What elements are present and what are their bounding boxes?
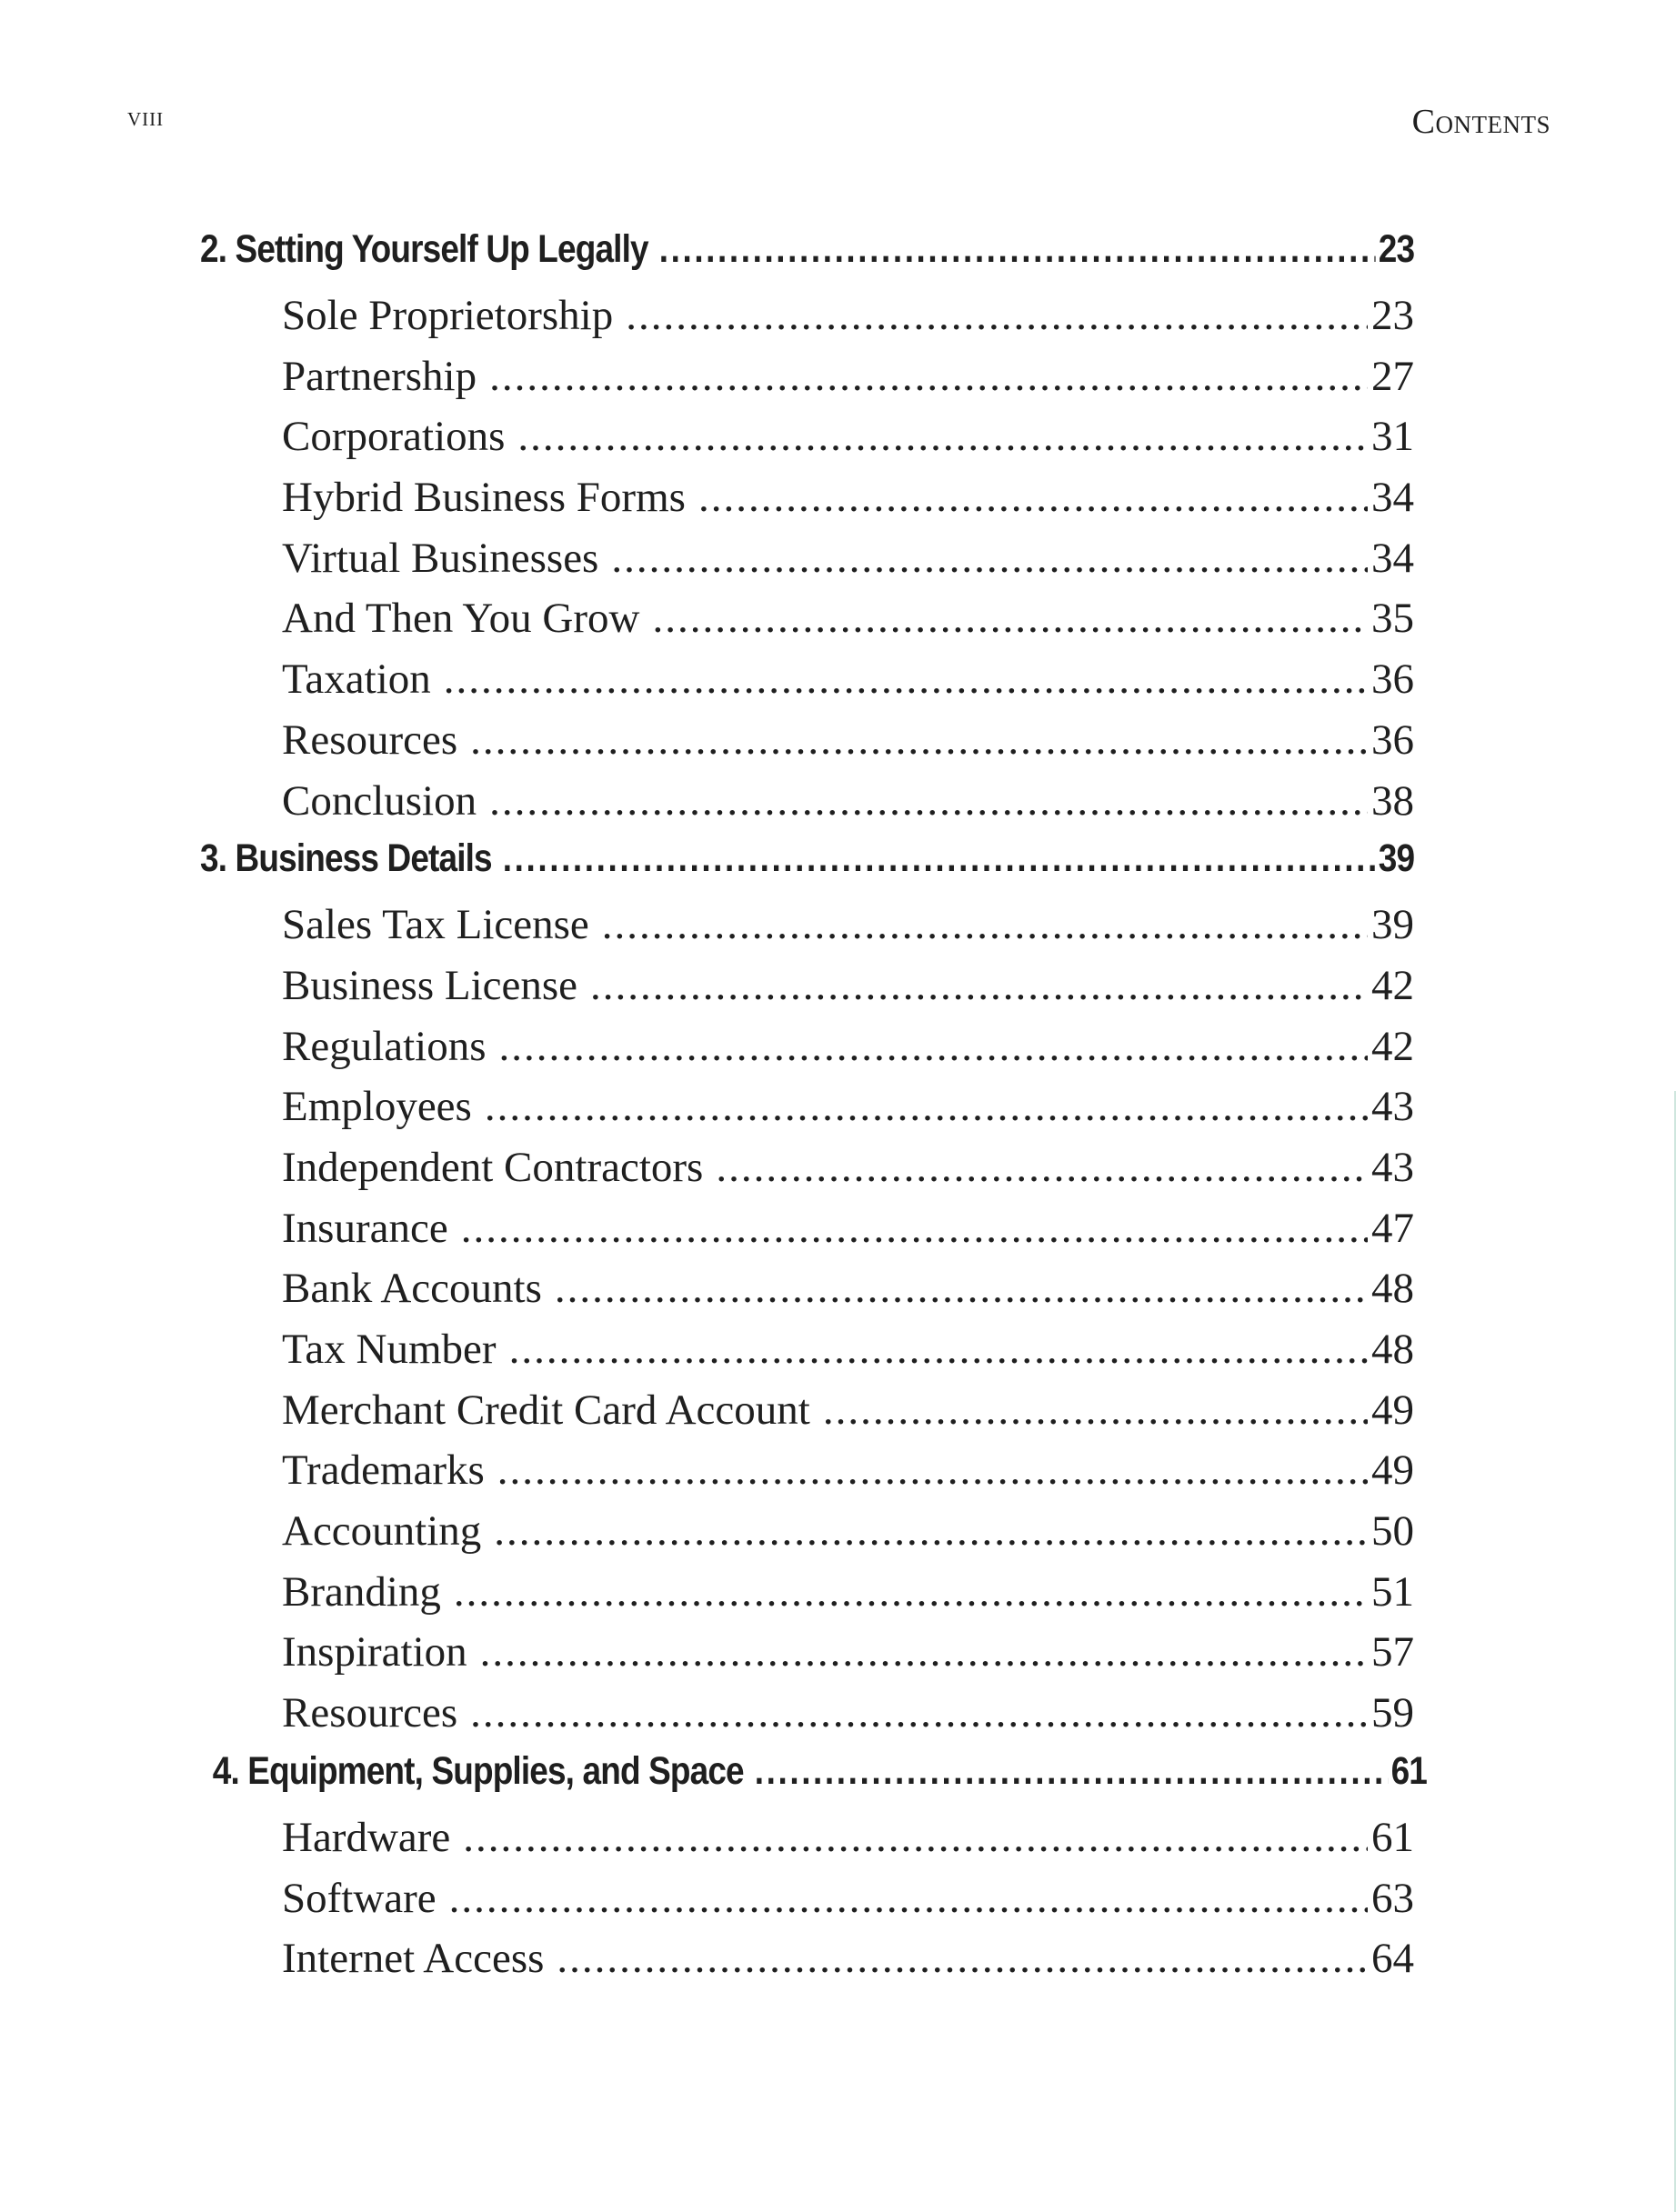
toc-entry-page: 49 [1371,1386,1414,1434]
toc-section-entry[interactable] [200,1446,1414,1506]
toc-entry-title: Sole Proprietorship [282,292,614,339]
toc-entry-page: 35 [1371,595,1414,643]
toc-entry-page: 31 [1371,413,1414,461]
toc-entry-title: Virtual Businesses [282,534,599,582]
toc-entry-title: Corporations [282,413,506,461]
dot-leader [454,1567,1368,1616]
toc-entry-page: 61 [1371,1813,1414,1861]
dot-leader [480,1627,1368,1677]
dot-leader [716,1143,1368,1192]
toc-section-entry[interactable] [200,1325,1414,1386]
toc-entry-page: 47 [1371,1204,1414,1252]
toc-entry-title: Software [282,1874,437,1922]
toc-section-entry[interactable] [200,594,1414,655]
toc-section-entry[interactable] [200,534,1414,595]
toc-entry-page: 51 [1371,1567,1414,1616]
toc-entry-title: Employees [282,1083,472,1131]
toc-entry-page: 42 [1371,1022,1414,1070]
toc-section-entry[interactable] [200,776,1414,837]
toc-section-entry[interactable] [200,1874,1414,1935]
dot-leader [590,961,1368,1010]
toc-entry-title: 4. Equipment, Supplies, and Space [212,1748,744,1793]
toc-entry-title: Partnership [282,352,477,400]
toc-section-entry[interactable] [200,1204,1414,1265]
dot-leader [470,716,1368,765]
dot-leader [509,1325,1368,1374]
toc-entry-title: Tax Number [282,1326,497,1373]
toc-section-entry[interactable] [200,655,1414,716]
dot-leader [461,1204,1368,1253]
dot-leader [698,473,1368,522]
page-header [127,102,1551,147]
toc-entry-title: Independent Contractors [282,1143,704,1191]
table-of-contents [200,227,1427,1995]
toc-section-entry[interactable] [200,961,1414,1022]
toc-entry-page: 57 [1371,1628,1414,1677]
dot-leader [659,227,1376,272]
dot-leader [503,836,1376,881]
dot-leader [444,655,1368,704]
toc-entry-title: 2. Setting Yourself Up Legally [200,227,648,271]
dot-leader [517,412,1368,461]
toc-section-entry[interactable] [200,1813,1414,1874]
toc-entry-title: Internet Access [282,1935,545,1983]
toc-entry-page: 36 [1371,716,1414,764]
toc-chapter-entry[interactable] [200,836,1414,900]
toc-entry-title: Hardware [282,1813,451,1861]
toc-section-entry[interactable] [200,1506,1414,1567]
dot-leader [489,352,1368,401]
toc-section-entry[interactable] [200,473,1414,534]
dot-leader [652,594,1368,643]
toc-entry-page: 43 [1371,1143,1414,1191]
toc-section-entry[interactable] [200,1143,1414,1204]
toc-section-entry[interactable] [200,1934,1414,1995]
dot-leader [463,1813,1368,1862]
toc-entry-title: Inspiration [282,1628,467,1677]
toc-entry-page: 27 [1371,352,1414,400]
toc-section-entry[interactable] [200,1688,1414,1749]
toc-entry-title: Hybrid Business Forms [282,474,686,522]
toc-section-entry[interactable] [200,1264,1414,1325]
toc-entry-page: 34 [1371,474,1414,522]
dot-leader [626,291,1368,340]
toc-entry-page: 42 [1371,961,1414,1009]
page-number: viii [127,102,165,132]
toc-section-entry[interactable] [200,900,1414,961]
dot-leader [557,1934,1368,1983]
toc-entry-page: 49 [1371,1446,1414,1495]
toc-section-entry[interactable] [200,1082,1414,1143]
toc-entry-page: 23 [1371,292,1414,339]
dot-leader [497,1446,1368,1495]
dot-leader [494,1506,1368,1556]
toc-entry-title: Accounting [282,1507,482,1556]
toc-entry-title: Insurance [282,1204,448,1252]
toc-entry-page: 38 [1371,776,1414,825]
toc-entry-title: Conclusion [282,776,477,825]
toc-entry-title: And Then You Grow [282,595,640,643]
running-head: Contents [1411,103,1551,141]
toc-entry-page: 63 [1371,1874,1414,1922]
toc-entry-page: 48 [1371,1265,1414,1313]
toc-entry-title: Resources [282,1689,458,1737]
toc-entry-page: 34 [1371,534,1414,582]
toc-section-entry[interactable] [200,716,1414,776]
toc-entry-title: Trademarks [282,1446,485,1495]
dot-leader [823,1386,1368,1435]
toc-section-entry[interactable] [200,1567,1414,1628]
dot-leader [489,776,1368,826]
toc-entry-title: Business License [282,961,578,1009]
toc-entry-title: Taxation [282,656,431,704]
toc-entry-page: 64 [1371,1935,1414,1983]
dot-leader [499,1022,1368,1071]
toc-entry-page: 36 [1371,656,1414,704]
toc-entry-title: 3. Business Details [200,836,492,881]
dot-leader [485,1082,1368,1131]
toc-section-entry[interactable] [200,1022,1414,1083]
toc-entry-page: 39 [1371,901,1414,949]
toc-entry-page: 39 [1378,836,1415,881]
toc-section-entry[interactable] [200,1386,1414,1446]
dot-leader [611,534,1368,583]
toc-section-entry[interactable] [200,291,1414,352]
dot-leader [449,1874,1368,1923]
toc-entry-title: Merchant Credit Card Account [282,1386,810,1434]
toc-entry-page: 59 [1371,1689,1414,1737]
toc-entry-page: 61 [1390,1748,1427,1793]
dot-leader [555,1264,1368,1313]
toc-entry-title: Regulations [282,1022,487,1070]
toc-entry-title: Sales Tax License [282,901,589,949]
toc-entry-page: 23 [1378,227,1415,271]
toc-section-entry[interactable] [200,352,1414,413]
toc-chapter-entry[interactable] [200,1749,1427,1813]
toc-entry-page: 50 [1371,1507,1414,1556]
toc-entry-page: 43 [1371,1083,1414,1131]
toc-entry-title: Bank Accounts [282,1265,542,1313]
toc-entry-title: Branding [282,1567,441,1616]
toc-entry-title: Resources [282,716,458,764]
dot-leader [470,1688,1368,1737]
toc-section-entry[interactable] [200,412,1414,473]
dot-leader [602,900,1368,949]
toc-chapter-entry[interactable] [200,227,1414,291]
toc-entry-page: 48 [1371,1326,1414,1373]
toc-section-entry[interactable] [200,1627,1414,1688]
dot-leader [755,1749,1388,1794]
